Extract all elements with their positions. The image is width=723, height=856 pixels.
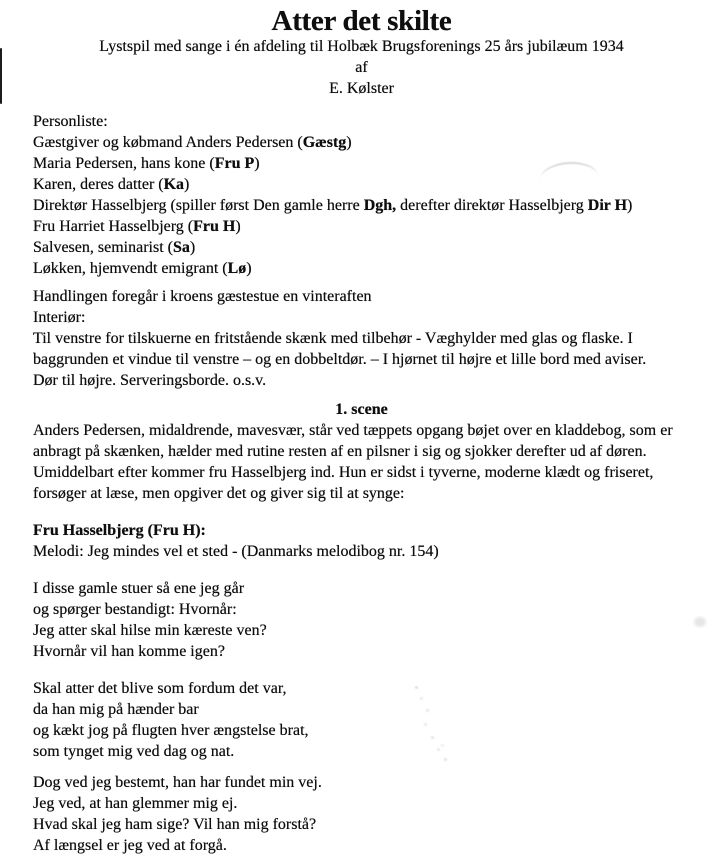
- text-line: baggrunden et vindue til venstre – og en dobbeltdør. – I hjørnet til højre et lille bord med aviser.: [33, 351, 647, 368]
- verse-line: Jeg atter skal hilse min kæreste ven?: [33, 622, 267, 639]
- play-title: Atter det skilte: [271, 5, 452, 37]
- text-line: anbragt på skænken, hælder med rutine resten af en pilsner i sig og sjokker derefter ud af døren.: [33, 443, 647, 460]
- scene-description: [33, 420, 723, 504]
- title-block: [0, 6, 723, 99]
- text-line: forsøger at læse, men opgiver det og giver sig til at synge:: [33, 485, 405, 502]
- melody-line: Melodi: Jeg mindes vel et sted - (Danmarks melodibog nr. 154): [33, 543, 439, 560]
- cast-text: ): [246, 260, 252, 277]
- text-line: Interiør:: [33, 309, 86, 326]
- cast-line: [33, 258, 723, 279]
- verse: [33, 578, 723, 662]
- cast-heading: Personliste:: [33, 113, 108, 130]
- verse-line: Af længsel er jeg ved at forgå.: [33, 837, 227, 854]
- verse-line: som tynget mig ved dag og nat.: [33, 743, 235, 760]
- cast-line: [33, 237, 723, 258]
- song-header: [33, 520, 723, 562]
- cast-abbrev: Fru H: [193, 218, 236, 235]
- setting-paragraph: [33, 286, 723, 391]
- speaker-heading: Fru Hasselbjerg (Fru H):: [33, 522, 206, 539]
- verse-line: Dog ved jeg bestemt, han har fundet min vej.: [33, 774, 322, 791]
- cast-abbrev: Sa: [172, 239, 190, 256]
- text-line: Til venstre for tilskuerne en fritstående skænk med tilbehør - Væghylder med glas og flaske. I: [33, 330, 633, 347]
- cast-list: [33, 111, 723, 279]
- text-line: Handlingen foregår i kroens gæstestue en vinteraften: [33, 288, 372, 305]
- verse-line: I disse gamle stuer så ene jeg går: [33, 580, 245, 597]
- verse-line: og kækt jog på flugten hver ængstelse brat,: [33, 722, 309, 739]
- cast-line: [33, 132, 723, 153]
- cast-text: Gæstgiver og købmand Anders Pedersen (: [33, 134, 303, 151]
- text-line: Umiddelbart efter kommer fru Hasselbjerg ind. Hun er sidst i tyverne, moderne klædt og friseret,: [33, 464, 654, 481]
- cast-text: Løkken, hjemvendt emigrant (: [33, 260, 228, 277]
- cast-text: Fru Harriet Hasselbjerg (: [33, 218, 194, 235]
- cast-abbrev: Gæstg: [302, 134, 347, 151]
- author-name: E. Kølster: [329, 80, 394, 97]
- cast-line: [33, 195, 723, 216]
- cast-abbrev: Dgh,: [363, 197, 397, 214]
- verse-line: Hvornår vil han komme igen?: [33, 643, 225, 660]
- cast-abbrev: Lø: [227, 260, 247, 277]
- play-subtitle: Lystspil med sange i én afdeling til Holbæk Brugsforenings 25 års jubilæum 1934: [99, 38, 624, 55]
- cast-text: ): [254, 155, 260, 172]
- cast-line: [33, 153, 723, 174]
- cast-abbrev: Fru P: [214, 155, 255, 172]
- cast-text: ): [627, 197, 633, 214]
- cast-text: ): [235, 218, 241, 235]
- cast-text: Maria Pedersen, hans kone (: [33, 155, 215, 172]
- song-verses: [33, 578, 723, 856]
- verse-line: Jeg ved, at han glemmer mig ej.: [33, 795, 238, 812]
- text-line: Dør til højre. Serveringsborde. o.s.v.: [33, 372, 267, 389]
- cast-line: [33, 174, 723, 195]
- cast-text: Salvesen, seminarist (: [33, 239, 173, 256]
- cast-text: Direktør Hasselbjerg (spiller først Den gamle herre: [33, 197, 364, 214]
- cast-text: ): [189, 239, 196, 256]
- byline: af: [355, 59, 368, 76]
- cast-abbrev: Ka: [163, 176, 185, 193]
- verse-line: Skal atter det blive som fordum det var,: [33, 680, 287, 697]
- verse: [33, 772, 723, 856]
- verse-line: og spørger bestandigt: Hvornår:: [33, 601, 237, 618]
- cast-entries: [33, 132, 723, 279]
- cast-text: ): [184, 176, 190, 193]
- cast-abbrev: Dir H: [587, 197, 628, 214]
- verse: [33, 678, 723, 762]
- verse-line: Hvad skal jeg ham sige? Vil han mig forstå?: [33, 816, 317, 833]
- cast-text: ): [346, 134, 352, 151]
- cast-line: [33, 216, 723, 237]
- cast-text: derefter direktør Hasselbjerg: [396, 197, 588, 214]
- verse-line: da han mig på hænder bar: [33, 701, 199, 718]
- text-line: Anders Pedersen, midaldrende, mavesvær, står ved tæppets opgang bøjet over en kladdebog, som er: [33, 422, 673, 439]
- scene-heading: 1. scene: [335, 401, 388, 418]
- cast-text: Karen, deres datter (: [33, 176, 164, 193]
